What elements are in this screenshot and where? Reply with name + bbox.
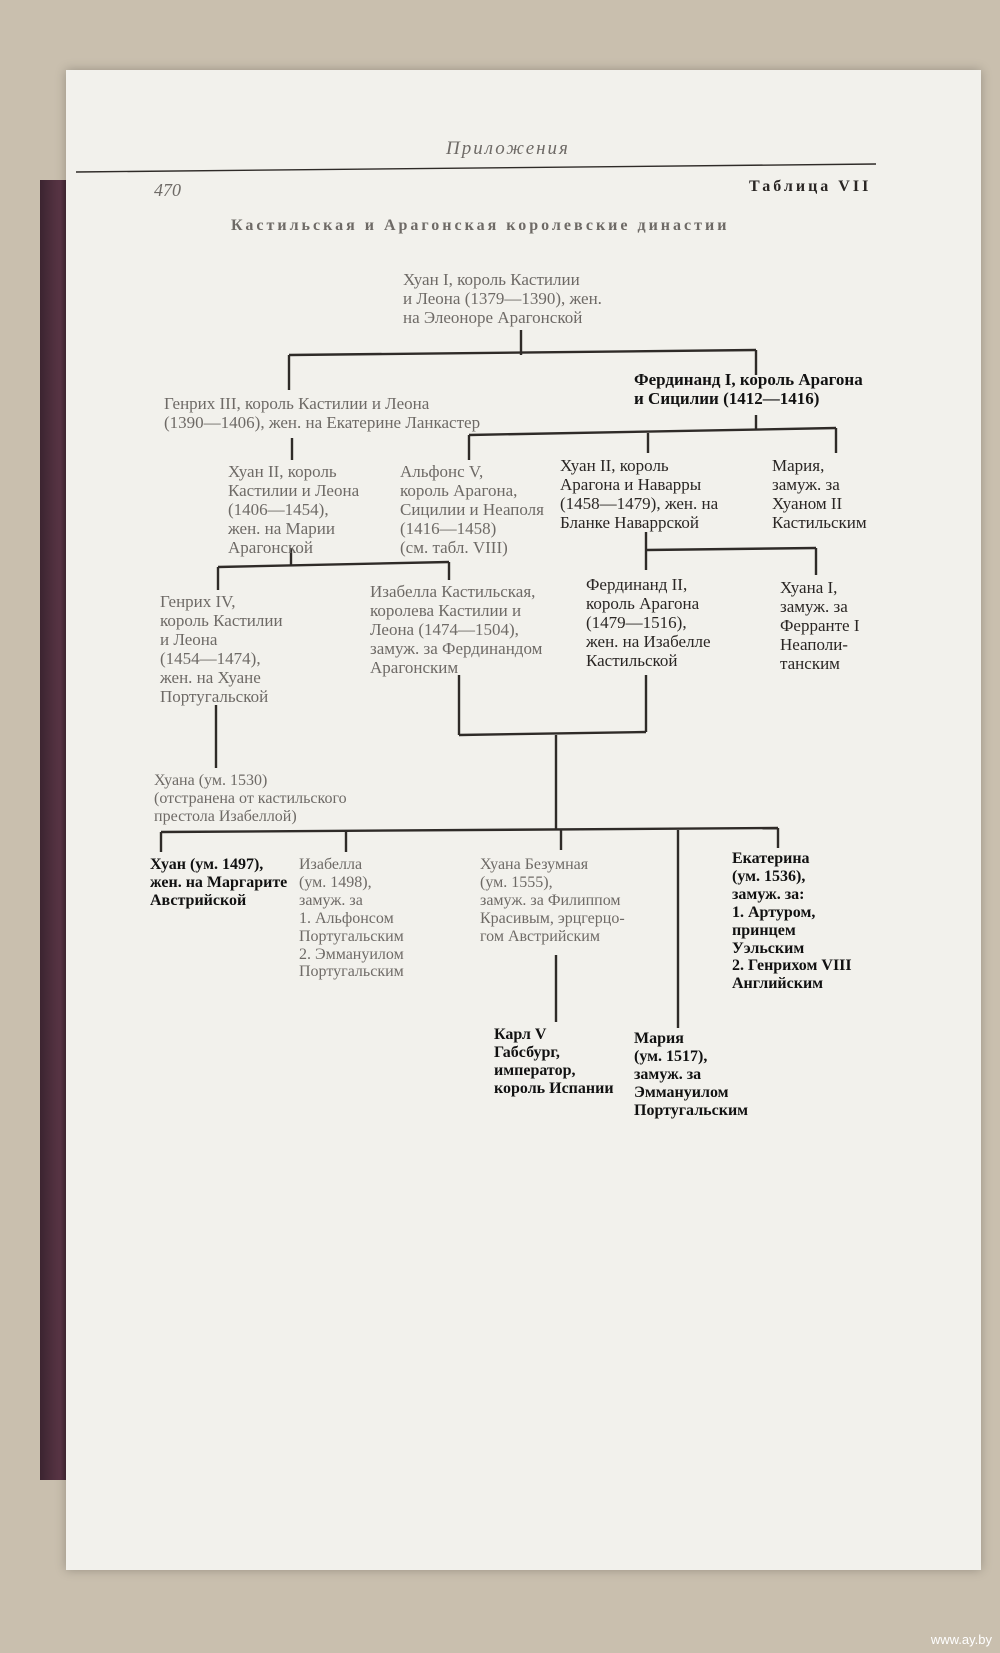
node-juan-prince: Хуан (ум. 1497), жен. на Маргарите Австрийской [150, 856, 288, 909]
node-juan-ii-castile: Хуан II, король Кастилии и Леона (1406—1454), жен. на Марии Арагонской [228, 462, 360, 558]
node-alfonso-v: Альфонс V, король Арагона, Сицилии и Неаполя (1416—1458) (см. табл. VIII) [400, 462, 544, 558]
book-page [66, 70, 981, 1570]
node-isabella: Изабелла Кастильская, королева Кастилии и Леона (1474—1504), замуж. за Фердинандом Арагонским [370, 582, 543, 678]
node-isabel-portugal: Изабелла (ум. 1498), замуж. за 1. Альфонсом Португальским 2. Эммануилом Португальским [299, 856, 404, 981]
page-number: 470 [154, 180, 181, 200]
node-charles-v: Карл V Габсбург, император, король Испании [494, 1026, 614, 1097]
watermark: www.ay.by [930, 1632, 992, 1647]
node-fernando-i: Фердинанд I, король Арагона и Сицилии (1412—1416) [634, 370, 863, 409]
node-catherine: Екатерина (ум. 1536), замуж. за: 1. Артуром, принцем Уэльским 2. Генрихом VIII Английским [732, 850, 852, 993]
table-title: Кастильская и Арагонская королевские династии [231, 217, 730, 234]
node-juana-naples: Хуана I, замуж. за Ферранте I Неаполи- танским [780, 578, 860, 674]
running-title: Приложения [446, 138, 570, 159]
table-label: Таблица VII [749, 178, 872, 195]
node-fernando-ii: Фердинанд II, король Арагона (1479—1516), жен. на Изабелле Кастильской [586, 575, 711, 671]
node-juan-i: Хуан I, король Кастилии и Леона (1379—1390), жен. на Элеоноре Арагонской [403, 270, 602, 328]
node-enrique-iii: Генрих III, король Кастилии и Леона (1390—1406), жен. на Екатерине Ланкастер [164, 394, 481, 433]
node-enrique-iv: Генрих IV, король Кастилии и Леона (1454—1474), жен. на Хуане Португальской [160, 592, 283, 707]
node-juana-beltraneja: Хуана (ум. 1530) (отстранена от кастильского престола Изабеллой) [154, 772, 347, 825]
node-maria-castile: Мария, замуж. за Хуаном II Кастильским [772, 456, 867, 533]
node-maria-portugal: Мария (ум. 1517), замуж. за Эммануилом Португальским [634, 1030, 749, 1119]
node-juana-la-loca: Хуана Безумная (ум. 1555), замуж. за Филиппом Красивым, эрцгерцо- гом Австрийским [480, 856, 625, 945]
node-juan-ii-aragon: Хуан II, король Арагона и Наварры (1458—1479), жен. на Бланке Наваррской [560, 456, 719, 533]
